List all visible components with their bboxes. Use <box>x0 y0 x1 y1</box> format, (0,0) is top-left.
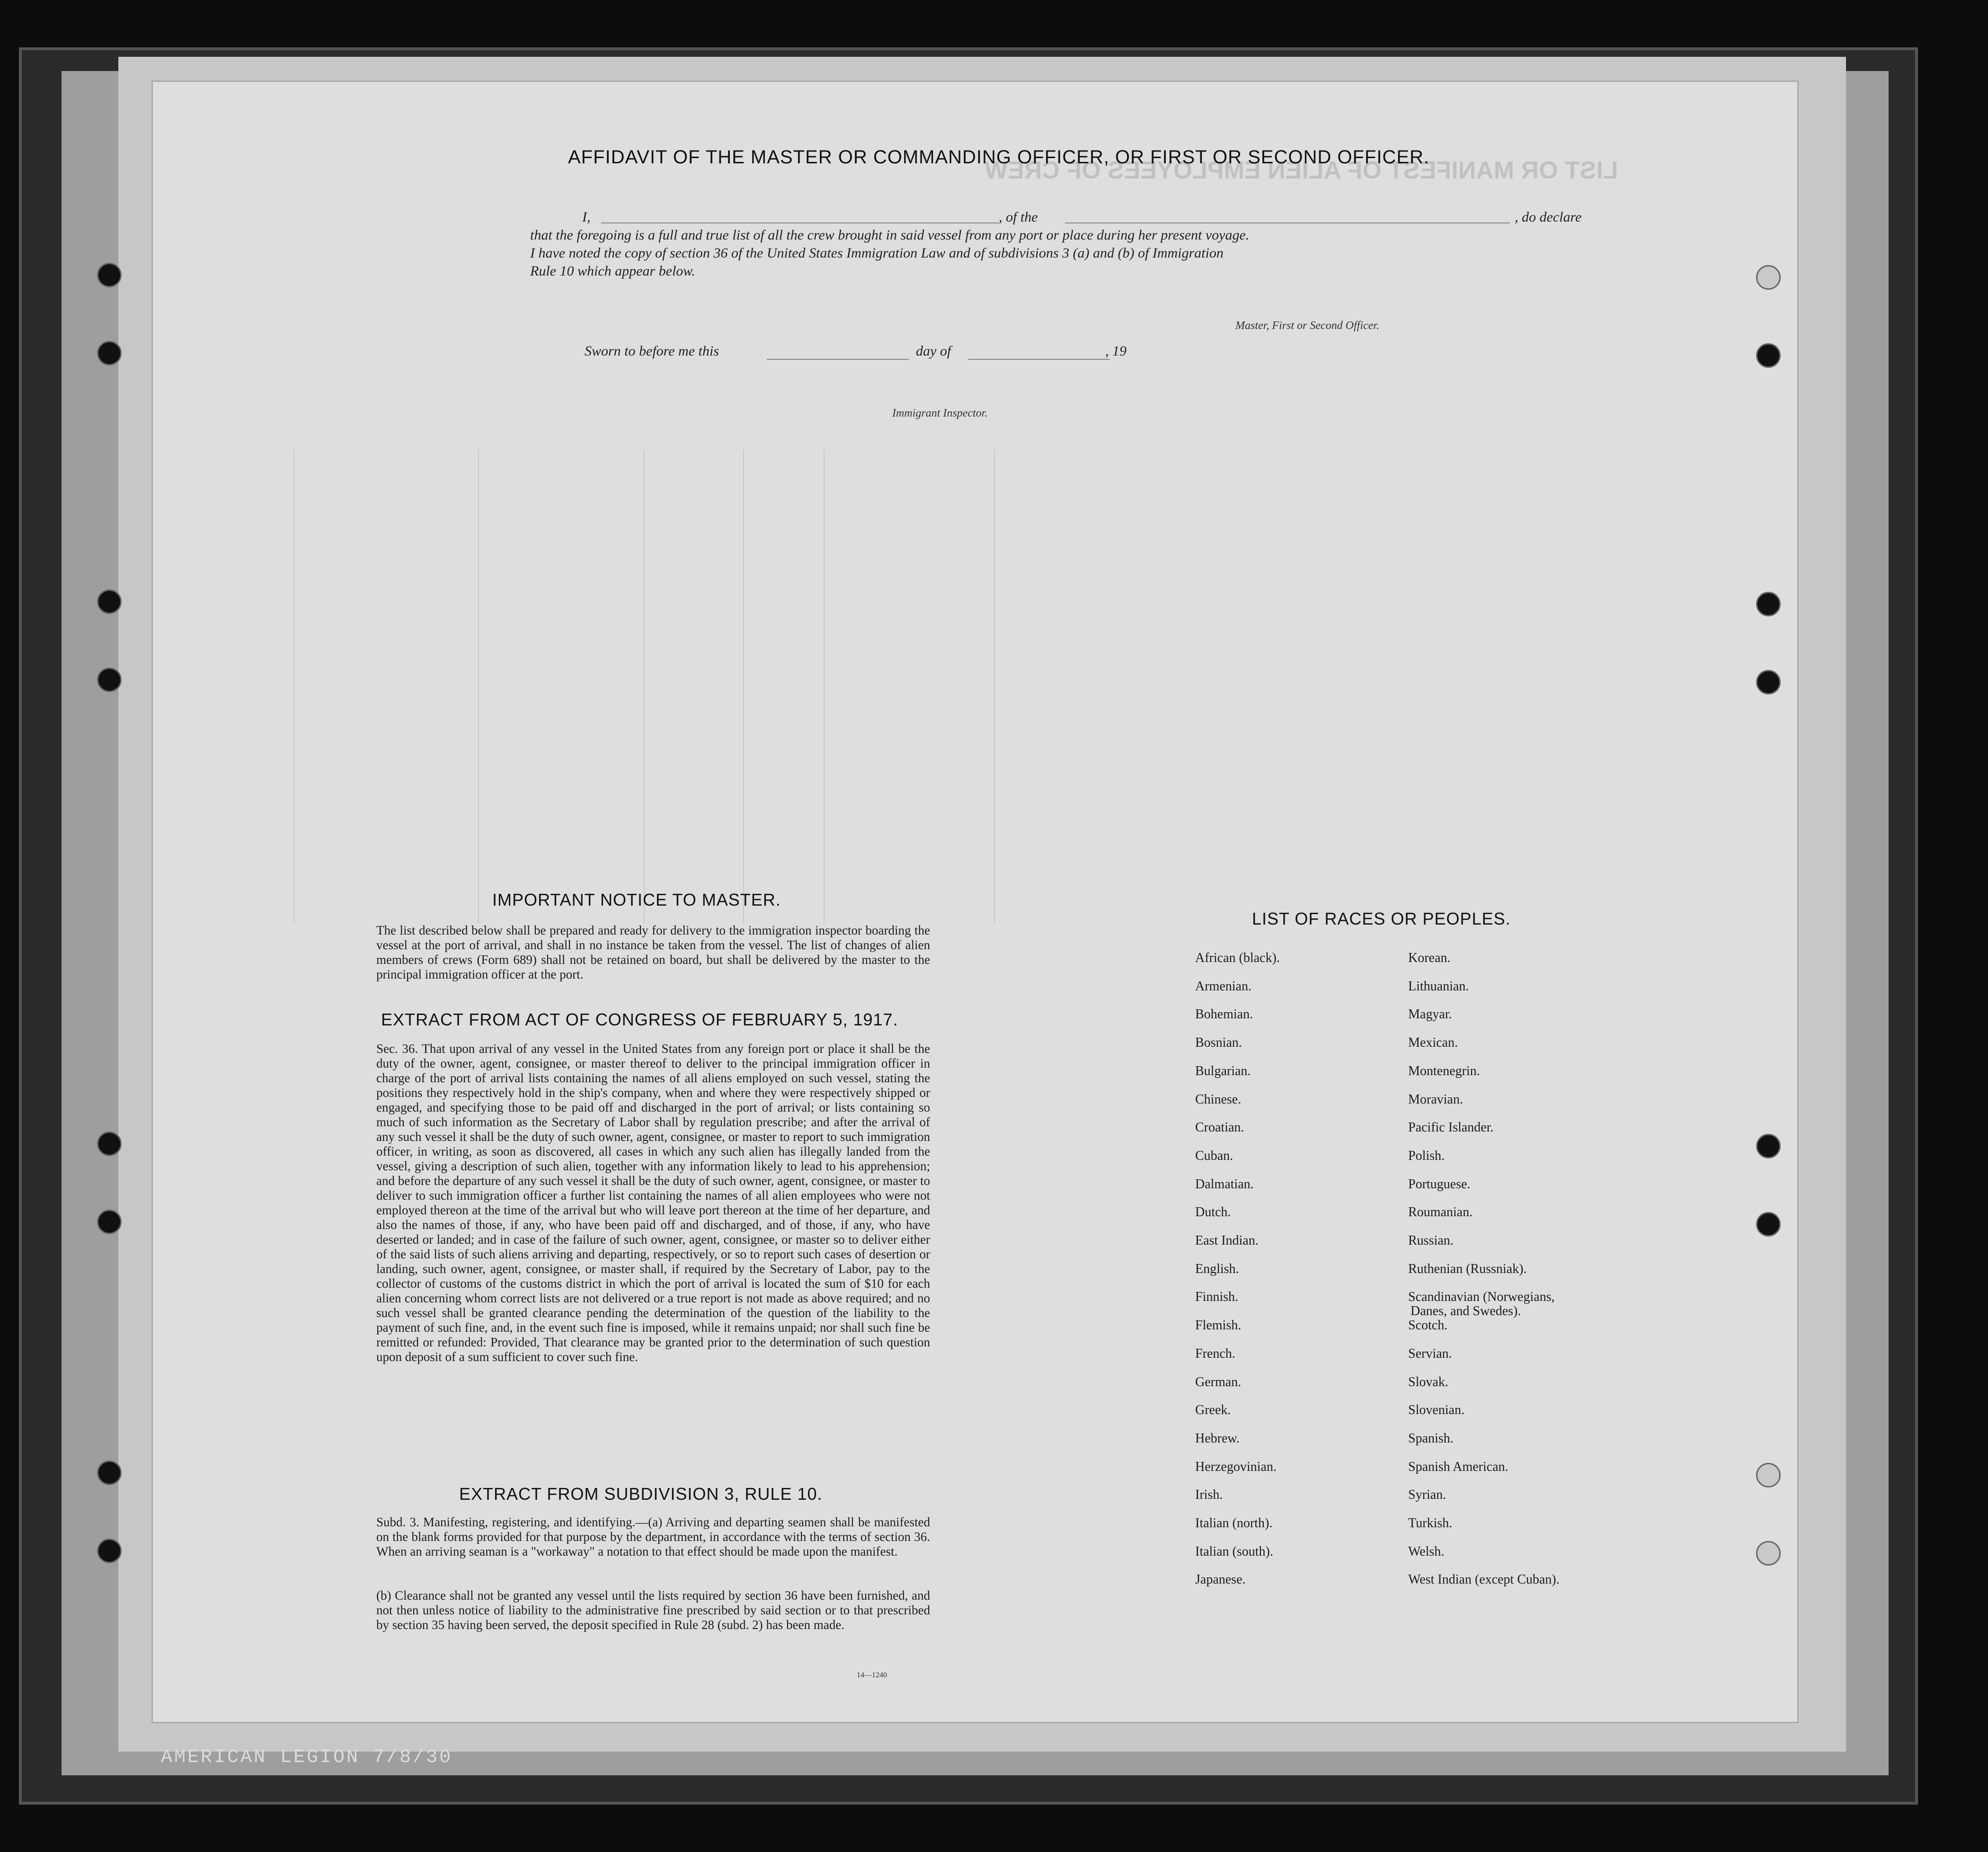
binder-hole-icon <box>97 668 122 692</box>
race-item: Spanish. <box>1408 1431 1454 1446</box>
affidavit-of-the: , of the <box>999 209 1038 225</box>
race-item: Japanese. <box>1195 1572 1246 1587</box>
affidavit-heading: AFFIDAVIT OF THE MASTER OR COMMANDING OFFICER, OR FIRST OR SECOND OFFICER. <box>568 147 1429 168</box>
rule-heading: EXTRACT FROM SUBDIVISION 3, RULE 10. <box>459 1484 823 1504</box>
race-item: Flemish. <box>1195 1318 1242 1333</box>
race-item: Mexican. <box>1408 1035 1458 1051</box>
affidavit-line-4: Rule 10 which appear below. <box>530 263 695 279</box>
notice-text: The list described below shall be prepared and ready for delivery to the immigration inspector boarding the vessel at the port of arrival, and shall in no instance be taken from the vessel. The list of changes of alien members of crews (Form 689) shall not be retained on board, but shall be delivered by the master to the principal immigration officer at the port. <box>376 923 930 981</box>
race-item: Slovenian. <box>1408 1403 1464 1418</box>
race-item: Irish. <box>1195 1487 1223 1503</box>
race-item: Bulgarian. <box>1195 1063 1251 1078</box>
binding-label: AMERICAN LEGION 7/8/30 <box>161 1747 453 1768</box>
races-heading: LIST OF RACES OR PEOPLES. <box>1252 909 1511 928</box>
race-item: Greek. <box>1195 1403 1231 1418</box>
notice-heading: IMPORTANT NOTICE TO MASTER. <box>492 890 781 909</box>
race-item: English. <box>1195 1261 1239 1276</box>
binder-hole-icon <box>97 589 122 614</box>
binder-hole-icon <box>97 1539 122 1563</box>
race-item: Bohemian. <box>1195 1007 1253 1022</box>
race-item: Syrian. <box>1408 1487 1447 1503</box>
race-item: Russian. <box>1408 1233 1454 1248</box>
binder-hole-icon <box>97 1210 122 1234</box>
race-item: Herzegovinian. <box>1195 1459 1277 1474</box>
race-item: Roumanian. <box>1408 1205 1473 1220</box>
race-item: Croatian. <box>1195 1120 1244 1135</box>
race-item: Korean. <box>1408 951 1451 965</box>
race-item: German. <box>1195 1374 1242 1389</box>
year-text: , 19 <box>1105 343 1127 359</box>
race-item: Danes, and Swedes). <box>1411 1304 1521 1319</box>
race-item: Armenian. <box>1195 979 1251 994</box>
race-item: Montenegrin. <box>1408 1063 1480 1078</box>
binder-hole-icon <box>97 263 122 287</box>
race-item: Italian (north). <box>1195 1516 1273 1531</box>
race-item: Cuban. <box>1195 1148 1234 1163</box>
binder-hole-icon <box>1756 1463 1781 1487</box>
inspector-label: Immigrant Inspector. <box>892 407 988 419</box>
affidavit-i: I, <box>582 209 591 225</box>
race-item: Slovak. <box>1408 1374 1448 1389</box>
signature-label: Master, First or Second Officer. <box>1235 320 1379 332</box>
binder-hole-icon <box>1756 1541 1781 1566</box>
race-item: Italian (south). <box>1195 1544 1273 1559</box>
race-item: Bosnian. <box>1195 1035 1242 1051</box>
binder-hole-icon <box>1756 265 1781 290</box>
race-item: Lithuanian. <box>1408 979 1469 994</box>
race-item: Spanish American. <box>1408 1459 1509 1474</box>
race-item: Pacific Islander. <box>1408 1120 1494 1135</box>
race-item: French. <box>1195 1346 1235 1361</box>
race-item: Servian. <box>1408 1346 1452 1361</box>
race-item: Polish. <box>1408 1148 1445 1163</box>
binder-hole-icon <box>1756 670 1781 694</box>
race-item: Scandinavian (Norwegians, <box>1408 1290 1555 1305</box>
binder-hole-icon <box>1756 1212 1781 1237</box>
race-item: Dalmatian. <box>1195 1176 1254 1192</box>
race-item: Welsh. <box>1408 1544 1445 1559</box>
race-item: African (black). <box>1195 951 1280 965</box>
sworn-text: Sworn to before me this <box>585 343 719 359</box>
affidavit-line-2: that the foregoing is a full and true list of all the crew brought in said vessel from any port or place during her present voyage. <box>530 227 1250 243</box>
race-item: Chinese. <box>1195 1092 1242 1107</box>
race-item: Hebrew. <box>1195 1431 1240 1446</box>
race-item: Turkish. <box>1408 1516 1453 1531</box>
act-text: Sec. 36. That upon arrival of any vessel in the United States from any foreign port or place it shall be the duty of the owner, agent, consignee, or master thereof to deliver to the principal immigration officer in charge of the port of arrival lists containing the names of all aliens employed on such vessel, stating the positions they respectively hold in the ship's company, when and where they were respectively shipped or engaged, and specifying those to be paid off and discharged in the port of arrival; or lists containing so much of such information as the Secretary of Labor shall by regulation prescribe; and after the arrival of any such vessel it shall be the duty of such owner, agent, consignee, or master to report to such immigration officer, in writing, as soon as discovered, all cases in which any such alien has illegally landed from the vessel, giving a description of such alien, together with any information likely to lead to his apprehension; and before the departure of any such vessel it shall be the duty of such owner, agent, consignee, or master to deliver to such immigration officer a further list containing the names of all alien employees who were not employed thereon at the time of the arrival but who will leave port thereon at the time of her departure, and also the names of those, if any, who have been paid off and discharged, and of those, if any, who have deserted or landed; and in case of the failure of such owner, agent, consignee, or master so to deliver either of the said lists of such aliens arriving and departing, respectively, or so to report such cases of desertion or landing, such owner, agent, consignee, or master shall, if required by the Secretary of Labor, pay to the collector of customs of the customs district in which the port of arrival is located the sum of $10 for each alien concerning whom correct lists are not delivered or a true report is not made as above required; and no such vessel shall be granted clearance pending the determination of the question of the liability to the payment of such fine, and, in the event such fine is imposed, while it remains unpaid; nor shall such fine be remitted or refunded: Provided, That clearance may be granted prior to the determination of such question upon deposit of a sum sufficient to cover such fine. <box>376 1042 930 1364</box>
affidavit-page <box>151 80 1799 1723</box>
rule-text-a: Subd. 3. Manifesting, registering, and identifying.—(a) Arriving and departing seamen shall be manifested on the blank forms provided for that purpose by the department, in accordance with the terms of section 36. When an arriving seaman is a "workaway" a notation to that effect should be made upon the manifest. <box>376 1515 930 1558</box>
race-item: West Indian (except Cuban). <box>1408 1572 1560 1587</box>
race-item: Magyar. <box>1408 1007 1452 1022</box>
day-of-text: day of <box>916 343 951 359</box>
binder-hole-icon <box>97 1131 122 1156</box>
race-item: Scotch. <box>1408 1318 1448 1333</box>
race-item: Ruthenian (Russniak). <box>1408 1261 1527 1276</box>
race-item: East Indian. <box>1195 1233 1259 1248</box>
race-item: Moravian. <box>1408 1092 1463 1107</box>
rule-text-b: (b) Clearance shall not be granted any vessel until the lists required by section 36 have been furnished, and not then unless notice of liability to the administrative fine prescribed by said section or to that prescribed by section 35 having been served, the deposit specified in Rule 28 (subd. 2) has been made. <box>376 1588 930 1632</box>
race-item: Finnish. <box>1195 1290 1239 1305</box>
binder-hole-icon <box>1756 1134 1781 1158</box>
race-item: Portuguese. <box>1408 1176 1471 1192</box>
binder-hole-icon <box>1756 343 1781 368</box>
affidavit-line-3: I have noted the copy of section 36 of the United States Immigration Law and of subdivisions 3 (a) and (b) of Immigration <box>530 245 1224 261</box>
bleed-through-text: LIST OR MANIFEST OF ALIEN EMPLOYEES OF CREW <box>985 157 1618 184</box>
binder-hole-icon <box>97 1460 122 1485</box>
affidavit-do-declare: , do declare <box>1515 209 1582 225</box>
binder-hole-icon <box>97 341 122 365</box>
race-item: Dutch. <box>1195 1205 1231 1220</box>
act-heading: EXTRACT FROM ACT OF CONGRESS OF FEBRUARY 5, 1917. <box>381 1010 898 1029</box>
form-number: 14—1240 <box>857 1671 887 1679</box>
binder-hole-icon <box>1756 592 1781 616</box>
